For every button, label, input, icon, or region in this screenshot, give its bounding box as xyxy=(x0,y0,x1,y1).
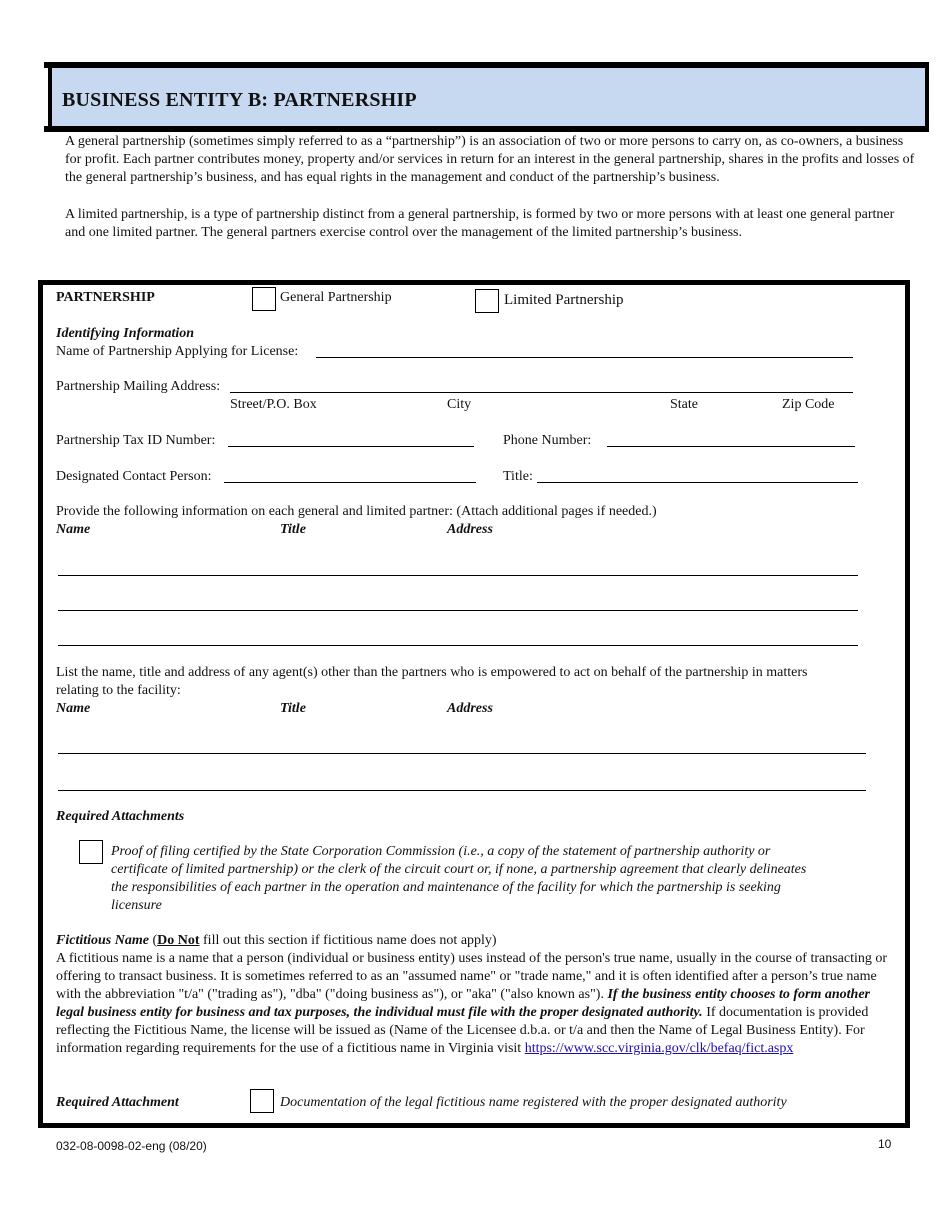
do-not-emphasis: Do Not xyxy=(157,933,200,948)
partner-row-line[interactable] xyxy=(58,645,858,646)
header-rule-bottom xyxy=(44,126,929,132)
proof-of-filing-checkbox[interactable] xyxy=(79,840,103,864)
fictitious-name-definition: A fictitious name is a name that a person (individual or business entity) uses instead of the person's true name, usually in the course of transacting or offering to transact business. It is sometimes referred to as an "assumed name" or "trade name," and it is often identified after a person’s true name with the abbreviation "t/a" ("trading as"), "dba" ("doing business as"), or "aka" ("also known as"). xyxy=(56,951,888,1002)
state-sublabel: State xyxy=(670,397,698,412)
contact-person-label: Designated Contact Person: xyxy=(56,469,212,484)
proof-of-filing-text-line3: the responsibilities of each partner in the operation and maintenance of the facility for which the partnership is seeking xyxy=(111,880,781,895)
page-title: BUSINESS ENTITY B: PARTNERSHIP xyxy=(62,89,417,111)
city-sublabel: City xyxy=(447,397,472,412)
fictitious-name-paren: ( xyxy=(148,933,158,948)
intro-paragraph-general: A general partnership (sometimes simply referred to as a “partnership”) is an association of two or more persons to carry on, as co-owners, a business for profit. Each partner contributes money, property and/or services in return for an interest in the general partnership, shares in the profits and losses of the general partnership’s business, and has equal rights in the management and conduct of the partnership’s business. xyxy=(65,134,915,185)
partnership-name-field[interactable] xyxy=(316,357,853,358)
intro-paragraph-limited: A limited partnership, is a type of partnership distinct from a general partnership, is formed by two or more persons with at least one general partner and one limited partner. The general partners exercise control over the management of the limited partnership’s business. xyxy=(65,207,895,240)
fictitious-name-documentation-text: Documentation of the legal fictitious name registered with the proper designated authority xyxy=(280,1095,787,1110)
phone-number-label: Phone Number: xyxy=(503,433,592,448)
proof-of-filing-text: Proof of filing certified by the State Corporation Commission (i.e., a copy of the statement of partnership authority or xyxy=(111,844,771,859)
fictitious-name-description xyxy=(56,950,896,1058)
limited-partnership-label: Limited Partnership xyxy=(504,292,624,308)
contact-person-field[interactable] xyxy=(224,482,476,483)
tax-id-label: Partnership Tax ID Number: xyxy=(56,433,216,448)
fictitious-name-documentation-checkbox[interactable] xyxy=(250,1089,274,1113)
partner-row-line[interactable] xyxy=(58,575,858,576)
fictitious-name-link[interactable]: https://www.scc.virginia.gov/clk/befaq/fict.aspx xyxy=(524,1041,794,1056)
general-partnership-label: General Partnership xyxy=(280,290,392,305)
agents-title-column: Title xyxy=(280,701,306,716)
partnership-label: PARTNERSHIP xyxy=(56,290,155,305)
fictitious-name-requirement: If the business entity chooses to form another legal business entity for business and tax purposes, the individual must file with the proper designated authority. xyxy=(56,987,870,1020)
proof-of-filing-text-line2: certificate of limited partnership) or the clerk of the circuit court or, if none, a partnership agreement that clearly delineates xyxy=(111,862,807,877)
mailing-address-label: Partnership Mailing Address: xyxy=(56,379,221,394)
partner-row-line[interactable] xyxy=(58,610,858,611)
fictitious-name-issuance: If documentation is provided reflecting the Fictitious Name, the license will be issued as (Name of the Licensee d.b.a. or t/a and then the Name of Legal Business Entity). For information regarding requirements for the use of a fictitious name in Virginia visit xyxy=(56,1005,869,1056)
general-partnership-checkbox[interactable] xyxy=(252,287,276,311)
partners-instruction: Provide the following information on each general and limited partner: (Attach additional pages if needed.) xyxy=(56,504,657,519)
agents-address-column: Address xyxy=(447,701,493,716)
agent-row-line[interactable] xyxy=(58,790,866,791)
partners-title-column: Title xyxy=(280,522,306,537)
agents-instruction-continued: relating to the facility: xyxy=(56,683,181,698)
zip-code-sublabel: Zip Code xyxy=(782,397,835,412)
partners-name-column: Name xyxy=(56,522,91,537)
fictitious-name-heading: Fictitious Name xyxy=(56,933,149,948)
form-id: 032-08-0098-02-eng (08/20) xyxy=(56,1139,207,1153)
mailing-address-field[interactable] xyxy=(230,392,853,393)
limited-partnership-checkbox[interactable] xyxy=(475,289,499,313)
fictitious-name-note: fill out this section if fictitious name does not apply) xyxy=(199,933,497,948)
agents-instruction: List the name, title and address of any agent(s) other than the partners who is empowered to act on behalf of the partnership in matters xyxy=(56,665,808,680)
contact-title-label: Title: xyxy=(503,469,533,484)
proof-of-filing-text-line4: licensure xyxy=(111,898,162,913)
tax-id-field[interactable] xyxy=(228,446,474,447)
page-number: 10 xyxy=(878,1137,892,1151)
required-attachments-heading: Required Attachments xyxy=(56,809,185,824)
contact-title-field[interactable] xyxy=(537,482,858,483)
required-attachment-label: Required Attachment xyxy=(56,1095,179,1110)
fictitious-name-heading-row xyxy=(56,932,497,950)
phone-number-field[interactable] xyxy=(607,446,855,447)
street-sublabel: Street/P.O. Box xyxy=(230,397,317,412)
identifying-information-heading: Identifying Information xyxy=(56,326,195,341)
agent-row-line[interactable] xyxy=(58,753,866,754)
partnership-name-label: Name of Partnership Applying for License: xyxy=(56,344,299,359)
partners-address-column: Address xyxy=(447,522,493,537)
agents-name-column: Name xyxy=(56,701,91,716)
